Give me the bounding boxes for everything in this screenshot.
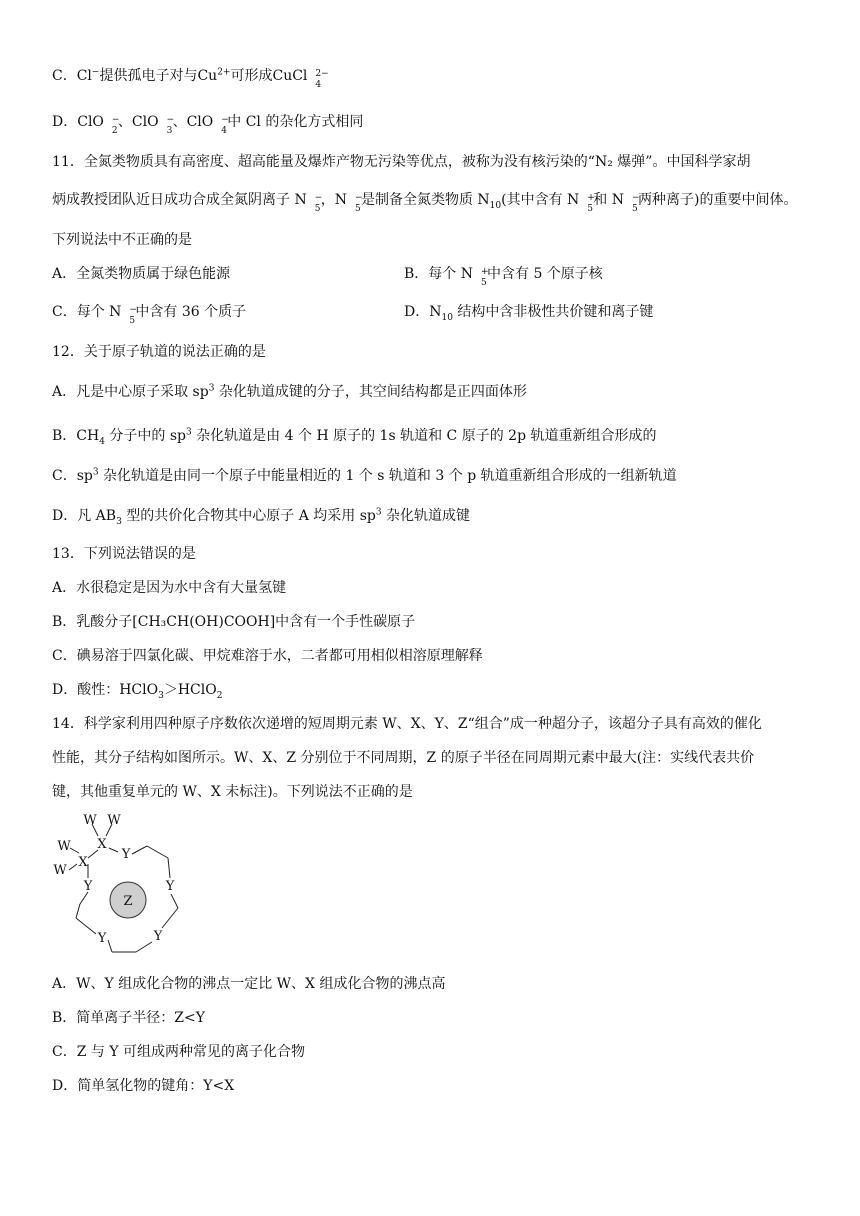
label-y5: Y <box>97 931 107 946</box>
supramolecule-diagram <box>52 810 192 960</box>
q12-option-a: A．凡是中心原子采取 $sp^3$ 杂化轨道成键的分子，其空间结构都是正四面体形 <box>52 383 527 400</box>
q13-stem: 13．下列说法错误的是 <box>52 546 196 562</box>
label-y1: Y <box>121 847 131 862</box>
q10-option-c: C．Cl−提供孤电子对与$Cu^{2+}$可形成CuCl 2− 4 <box>52 67 329 90</box>
q11-stem-line3: 下列说法中不正确的是 <box>52 232 192 248</box>
q14-option-b: B．简单离子半径：Z<Y <box>52 1010 205 1026</box>
label-w3: W <box>57 839 71 854</box>
q14-stem-line3: 键，其他重复单元的 W、X 未标注)。下列说法不正确的是 <box>52 784 413 800</box>
q11-options-row2 <box>52 302 830 326</box>
q11-option-c: C．每个 N − 5 中含有 36 个质子 <box>52 304 247 326</box>
label-y4: Y <box>153 929 163 944</box>
q14-stem-line1: 14．科学家利用四种原子序数依次递增的短周期元素 W、X、Y、Z“组合”成一种超分子，该超分子具有高效的催化 <box>52 716 762 732</box>
label-x1: X <box>97 837 107 852</box>
q13-option-c: C．碘易溶于四氯化碳、甲烷难溶于水，二者都可用相似相溶原理解释 <box>52 648 483 664</box>
q11-stem-line2: 炳成教授团队近日成功合成全氮阴离子 N − 5 ，N − 5 是制备全氮类物质 $N_{10}$(其中含有 N + 5 和 N − 5 两种离子)的重要中间体。 <box>52 192 798 214</box>
label-w2: W <box>107 813 121 828</box>
q12-option-c: C．$sp^3$ 杂化轨道是由同一个原子中能量相近的 1 个 s 轨道和 3 个 p 轨道重新组合形成的一组新轨道 <box>52 467 677 484</box>
q11-option-b: B．每个 N + 5 中含有 5 个原子核 <box>404 266 603 288</box>
q12-option-d: D．凡 $AB_3$ 型的共价化合物其中心原子 A 均采用 $sp^3$ 杂化轨道成键 <box>52 507 471 527</box>
q11-option-a: A．全氮类物质属于绿色能源 <box>52 266 231 282</box>
q13-option-b: B．乳酸分子[CH₃CH(OH)COOH]中含有一个手性碳原子 <box>52 614 416 630</box>
q13-option-a: A．水很稳定是因为水中含有大量氢键 <box>52 580 287 596</box>
label-y3: Y <box>165 879 175 894</box>
q12-stem: 12．关于原子轨道的说法正确的是 <box>52 344 266 360</box>
label-w1: W <box>83 813 97 828</box>
q13-option-d: D．酸性：HClO$_3$＞HClO$_2$ <box>52 682 223 701</box>
q11-stem-line1: 11．全氮类物质具有高密度、超高能量及爆炸产物无污染等优点，被称为没有核污染的“N₂ 爆弹”。中国科学家胡 <box>52 154 751 170</box>
q11-option-d: D．$N_{10}$ 结构中含非极性共价键和离子键 <box>404 304 654 323</box>
q14-option-a: A．W、Y 组成化合物的沸点一定比 W、X 组成化合物的沸点高 <box>52 976 446 992</box>
q12-option-b: B．$CH_4$ 分子中的 $sp^3$ 杂化轨道是由 4 个 H 原子的 1s 轨道和 C 原子的 2p 轨道重新组合形成的 <box>52 427 657 447</box>
label-x2: X <box>78 855 88 870</box>
label-y2: Y <box>83 879 93 894</box>
label-w4: W <box>53 863 67 878</box>
q14-option-d: D．简单氢化物的键角：Y<X <box>52 1078 235 1094</box>
label-z: Z <box>123 894 133 909</box>
q11-options-row1 <box>52 264 830 288</box>
q10-option-d: D．ClO − 2 、ClO − 3 、ClO − 4 中 Cl 的杂化方式相同 <box>52 114 364 136</box>
q14-stem-line2: 性能，其分子结构如图所示。W、X、Z 分别位于不同周期，Z 的原子半径在同周期元素中最大(注：实线代表共价 <box>52 750 755 766</box>
q14-option-c: C．Z 与 Y 可组成两种常见的离子化合物 <box>52 1044 306 1060</box>
